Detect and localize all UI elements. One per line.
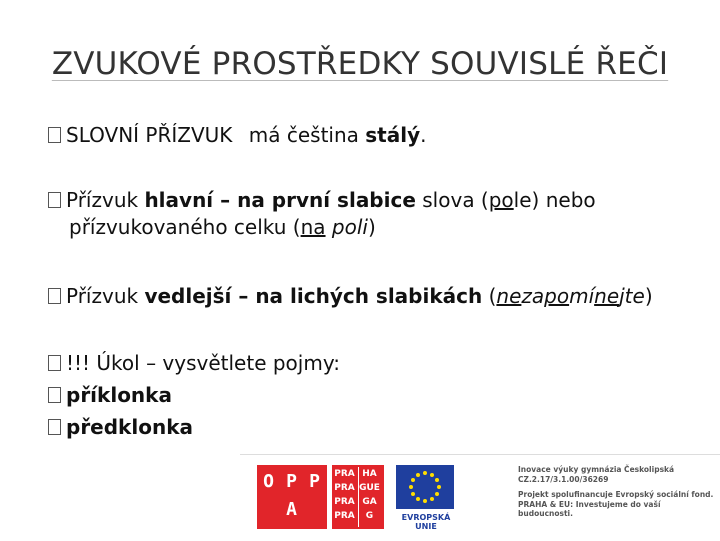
stressed-syllable: ne (594, 284, 620, 308)
praha-text: GUE (359, 483, 380, 493)
opp-letter: O (263, 471, 274, 492)
bullet-text: le (513, 188, 532, 212)
slide-title: ZVUKOVÉ PROSTŘEDKY SOUVISLÉ ŘEČI (51, 46, 669, 82)
project-info (518, 465, 718, 525)
eu-flag-icon (396, 465, 454, 509)
stressed-syllable: po (488, 188, 514, 212)
bullet-text: ( (482, 284, 497, 308)
bullet-box-icon (48, 419, 61, 435)
footer-logo-strip (240, 454, 720, 541)
bullet-text-bold: příklonka (66, 383, 172, 407)
bullet-punct: . (420, 123, 427, 147)
bullet-text: ) (367, 215, 376, 239)
bullet-text: přízvukovaného celku ( (69, 215, 301, 239)
opp-logo (257, 465, 327, 529)
bullet-text: má čeština (242, 123, 366, 147)
syllable: za (521, 284, 545, 308)
bullet-text-bold: předklonka (66, 415, 193, 439)
bullet-vedlejsi-prizvuk (48, 283, 653, 310)
bullet-box-icon (48, 355, 61, 371)
syllable: jte (619, 284, 645, 308)
stressed-syllable: po (544, 284, 570, 308)
opp-letter: P (286, 471, 297, 492)
praha-text: GA (362, 497, 377, 507)
bullet-box-icon (48, 127, 61, 143)
info-line: Inovace výuky gymnázia Českolipská (518, 465, 675, 474)
info-line: Projekt spolufinancuje Evropský sociální fond. (518, 490, 714, 499)
stressed-syllable: ne (496, 284, 522, 308)
bullet-text-italic: poli (325, 215, 368, 239)
bullet-text-strong: SLOVNÍ PŘÍZVUK (66, 123, 233, 147)
praha-text: PRA (334, 511, 355, 521)
stressed-syllable: na (300, 215, 326, 239)
praha-logo (332, 465, 384, 529)
info-line: PRAHA & EU: Investujeme do vaší budoucnosti. (518, 499, 661, 518)
bullet-text: slova ( (415, 188, 489, 212)
bullet-predklonka (48, 414, 193, 441)
praha-text: G (365, 511, 374, 521)
bullet-hlavni-prizvuk (48, 187, 596, 241)
praha-text: PRA (334, 469, 355, 479)
bullet-text: ) (644, 284, 653, 308)
bullet-text-bold: stálý (365, 123, 421, 147)
bullet-text: !!! Úkol – vysvětlete pojmy: (66, 351, 340, 375)
praha-text: PRA (334, 497, 355, 507)
syllable: mí (569, 284, 595, 308)
opp-letter: P (309, 471, 320, 492)
bullet-box-icon (48, 288, 61, 304)
bullet-box-icon (48, 192, 61, 208)
bullet-slovni-prizvuk (48, 122, 427, 149)
opp-letter: A (286, 499, 297, 520)
bullet-priklonka (48, 382, 172, 409)
info-line: CZ.2.17/3.1.00/36269 (518, 474, 609, 484)
praha-text: HA (362, 469, 377, 479)
bullet-text: Přízvuk (66, 284, 145, 308)
bullet-box-icon (48, 387, 61, 403)
bullet-text: Přízvuk (66, 188, 145, 212)
bullet-text-bold: hlavní – na první slabice (144, 188, 416, 212)
praha-text: PRA (334, 483, 355, 493)
bullet-text-bold: vedlejší – na lichých slabikách (144, 284, 483, 308)
eu-label: EVROPSKÁ UNIE (401, 513, 451, 531)
bullet-text: ) nebo (531, 188, 596, 212)
bullet-ukol (48, 350, 340, 377)
